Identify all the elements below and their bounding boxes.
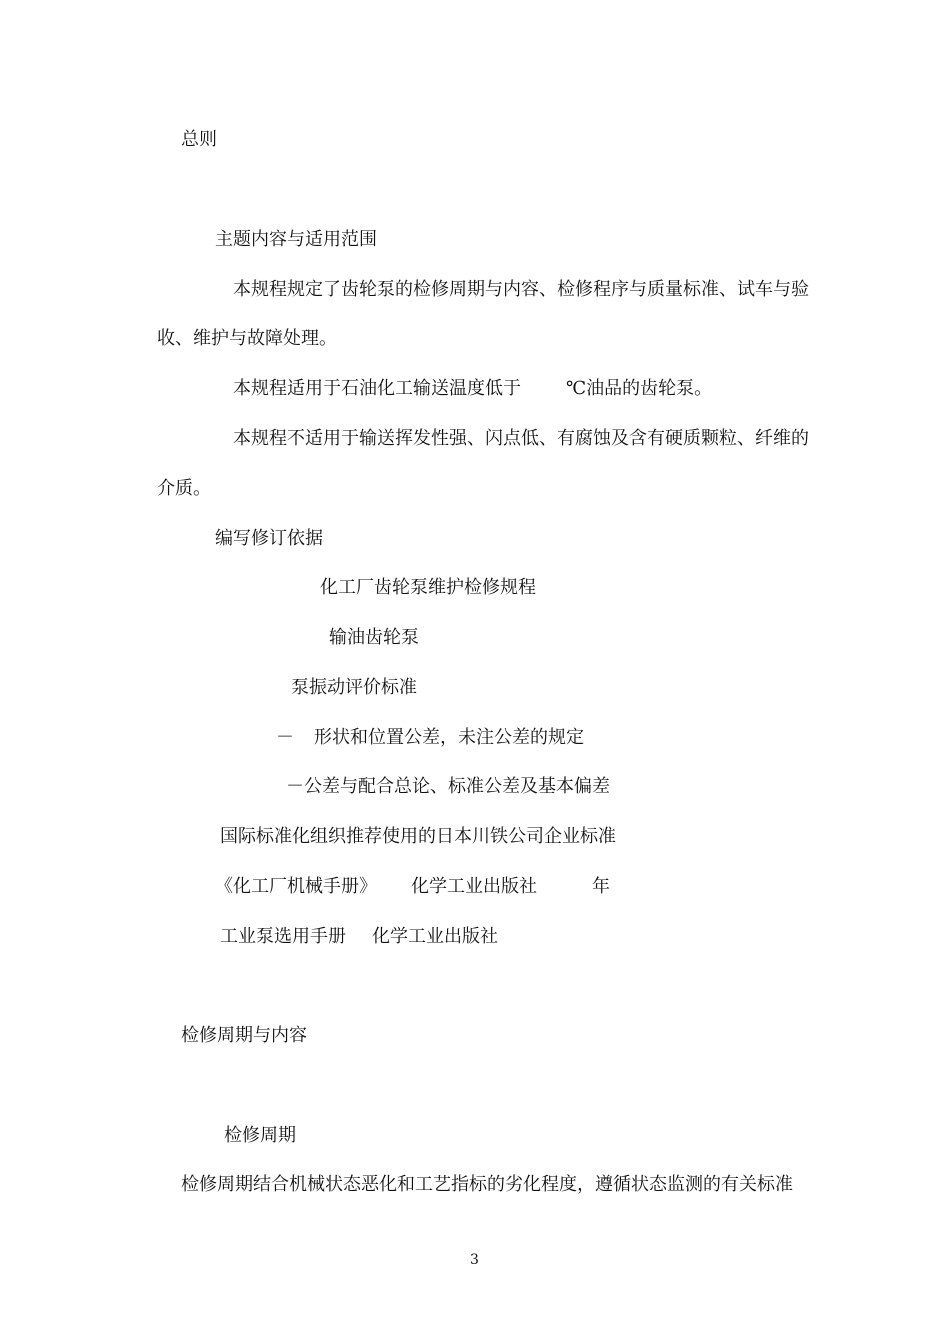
reference-item: 《化工厂机械手册》 bbox=[215, 876, 377, 897]
subheading-basis: 编写修订依据 bbox=[215, 528, 323, 549]
paragraph-line: 收、维护与故障处理。 bbox=[157, 328, 337, 349]
paragraph-line: 本规程适用于石油化工输送温度低于 bbox=[233, 378, 521, 399]
reference-dash: － bbox=[276, 727, 294, 748]
reference-year: 年 bbox=[592, 876, 610, 897]
paragraph-line: ℃油品的齿轮泵。 bbox=[566, 378, 713, 399]
reference-item: 化工厂齿轮泵维护检修规程 bbox=[320, 577, 536, 598]
reference-item: 输油齿轮泵 bbox=[329, 627, 419, 648]
section-heading-general: 总则 bbox=[181, 129, 217, 150]
subheading-cycle: 检修周期 bbox=[224, 1125, 296, 1146]
paragraph-line: 检修周期结合机械状态恶化和工艺指标的劣化程度，遵循状态监测的有关标准 bbox=[181, 1174, 793, 1195]
reference-item: 工业泵选用手册 bbox=[220, 926, 346, 947]
section-heading-maintenance: 检修周期与内容 bbox=[181, 1025, 307, 1046]
reference-publisher: 化学工业出版社 bbox=[372, 926, 498, 947]
page-number: 3 bbox=[470, 1252, 479, 1268]
paragraph-line: 本规程规定了齿轮泵的检修周期与内容、检修程序与质量标准、试车与验 bbox=[233, 279, 809, 300]
reference-item: 国际标准化组织推荐使用的日本川铁公司企业标准 bbox=[220, 826, 616, 847]
reference-item: 形状和位置公差，未注公差的规定 bbox=[314, 727, 584, 748]
reference-item: －公差与配合总论、标准公差及基本偏差 bbox=[286, 776, 610, 797]
reference-item: 泵振动评价标准 bbox=[291, 677, 417, 698]
reference-publisher: 化学工业出版社 bbox=[411, 876, 537, 897]
subheading-scope: 主题内容与适用范围 bbox=[215, 229, 377, 250]
paragraph-line: 本规程不适用于输送挥发性强、闪点低、有腐蚀及含有硬质颗粒、纤维的 bbox=[233, 428, 809, 449]
paragraph-line: 介质。 bbox=[157, 478, 211, 499]
